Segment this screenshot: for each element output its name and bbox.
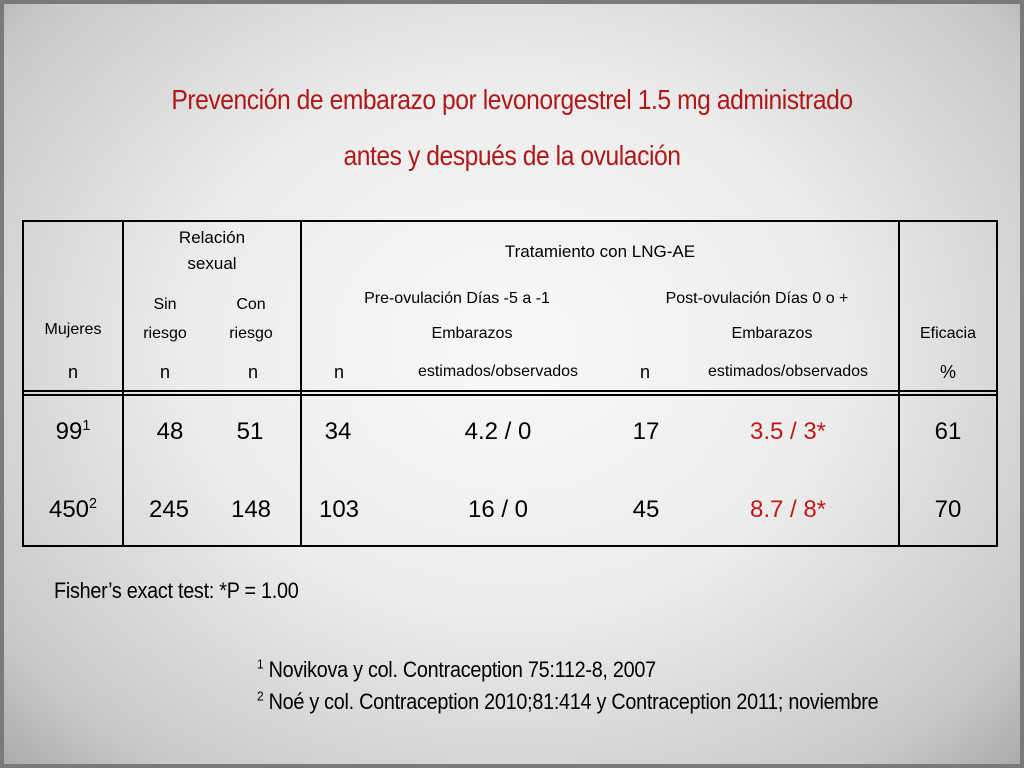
row2-mujeres-value: 450 bbox=[48, 496, 90, 523]
header-n-con: n bbox=[247, 362, 258, 382]
reference-1-number: 1 bbox=[257, 656, 264, 672]
table-header-divider-double bbox=[22, 394, 998, 396]
row1-post-n: 17 bbox=[632, 418, 660, 445]
table-bottom-border bbox=[22, 545, 998, 547]
row1-pre-embarazos: 4.2 / 0 bbox=[464, 418, 532, 445]
header-n-mujeres: n bbox=[67, 362, 78, 382]
row2-post-embarazos: 8.7 / 8* bbox=[749, 496, 827, 523]
header-mujeres: Mujeres bbox=[44, 321, 102, 338]
header-embarazos-pre: Embarazos bbox=[431, 325, 513, 342]
reference-1-text: Novikova y col. Contraception 75:112-8, 2007 bbox=[263, 657, 656, 682]
row2-pre-n: 103 bbox=[318, 496, 360, 523]
table-right-border bbox=[996, 220, 998, 547]
header-est-obs-post: estimados/observados bbox=[707, 363, 869, 380]
table-top-border bbox=[22, 220, 998, 222]
reference-2-number: 2 bbox=[257, 688, 264, 704]
table-header-divider bbox=[22, 390, 998, 392]
row2-con: 148 bbox=[230, 496, 272, 523]
row1-post-embarazos: 3.5 / 3* bbox=[749, 418, 827, 445]
header-con-line2: riesgo bbox=[229, 325, 273, 342]
reference-2 bbox=[257, 689, 878, 715]
row1-mujeres-ref: 1 bbox=[82, 418, 91, 434]
header-pre-ovulacion: Pre-ovulación Días -5 a -1 bbox=[364, 290, 550, 307]
header-eficacia: Eficacia bbox=[919, 325, 977, 342]
header-post-ovulacion: Post-ovulación Días 0 o + bbox=[665, 290, 849, 307]
header-n-sin: n bbox=[159, 362, 170, 382]
row2-mujeres bbox=[24, 496, 122, 524]
fisher-test-note: Fisher’s exact test: *P = 1.00 bbox=[54, 578, 299, 603]
col-divider-2 bbox=[300, 220, 302, 547]
header-est-obs-pre: estimados/observados bbox=[417, 363, 579, 380]
row1-mujeres-value: 99 bbox=[55, 418, 83, 445]
row2-sin: 245 bbox=[148, 496, 190, 523]
row1-mujeres bbox=[24, 418, 122, 446]
header-relacion-line2: sexual bbox=[187, 254, 237, 273]
header-relacion-line1: Relación bbox=[178, 228, 246, 247]
header-sin-line2: riesgo bbox=[143, 325, 187, 342]
slide-title-line1: Prevención de embarazo por levonorgestrel 1.5 mg administrado bbox=[171, 84, 853, 115]
row1-pre-n: 34 bbox=[324, 418, 352, 445]
row1-sin: 48 bbox=[156, 418, 184, 445]
header-tratamiento: Tratamiento con LNG-AE bbox=[504, 242, 696, 261]
row1-eficacia: 61 bbox=[934, 418, 962, 445]
row2-eficacia: 70 bbox=[934, 496, 962, 523]
header-sin-line1: Sin bbox=[153, 296, 177, 313]
header-embarazos-post: Embarazos bbox=[731, 325, 813, 342]
slide-title-line2: antes y después de la ovulación bbox=[343, 140, 681, 171]
results-table bbox=[22, 220, 998, 548]
row2-post-n: 45 bbox=[632, 496, 660, 523]
header-n-pre: n bbox=[333, 362, 344, 382]
row2-mujeres-ref: 2 bbox=[89, 496, 98, 512]
reference-2-text: Noé y col. Contraception 2010;81:414 y Contraception 2011; noviembre bbox=[263, 689, 879, 714]
header-pct: % bbox=[939, 362, 956, 382]
reference-1 bbox=[257, 657, 656, 683]
row2-pre-embarazos: 16 / 0 bbox=[467, 496, 529, 523]
header-con-line1: Con bbox=[236, 296, 266, 313]
header-n-post: n bbox=[639, 362, 650, 382]
row1-con: 51 bbox=[236, 418, 264, 445]
